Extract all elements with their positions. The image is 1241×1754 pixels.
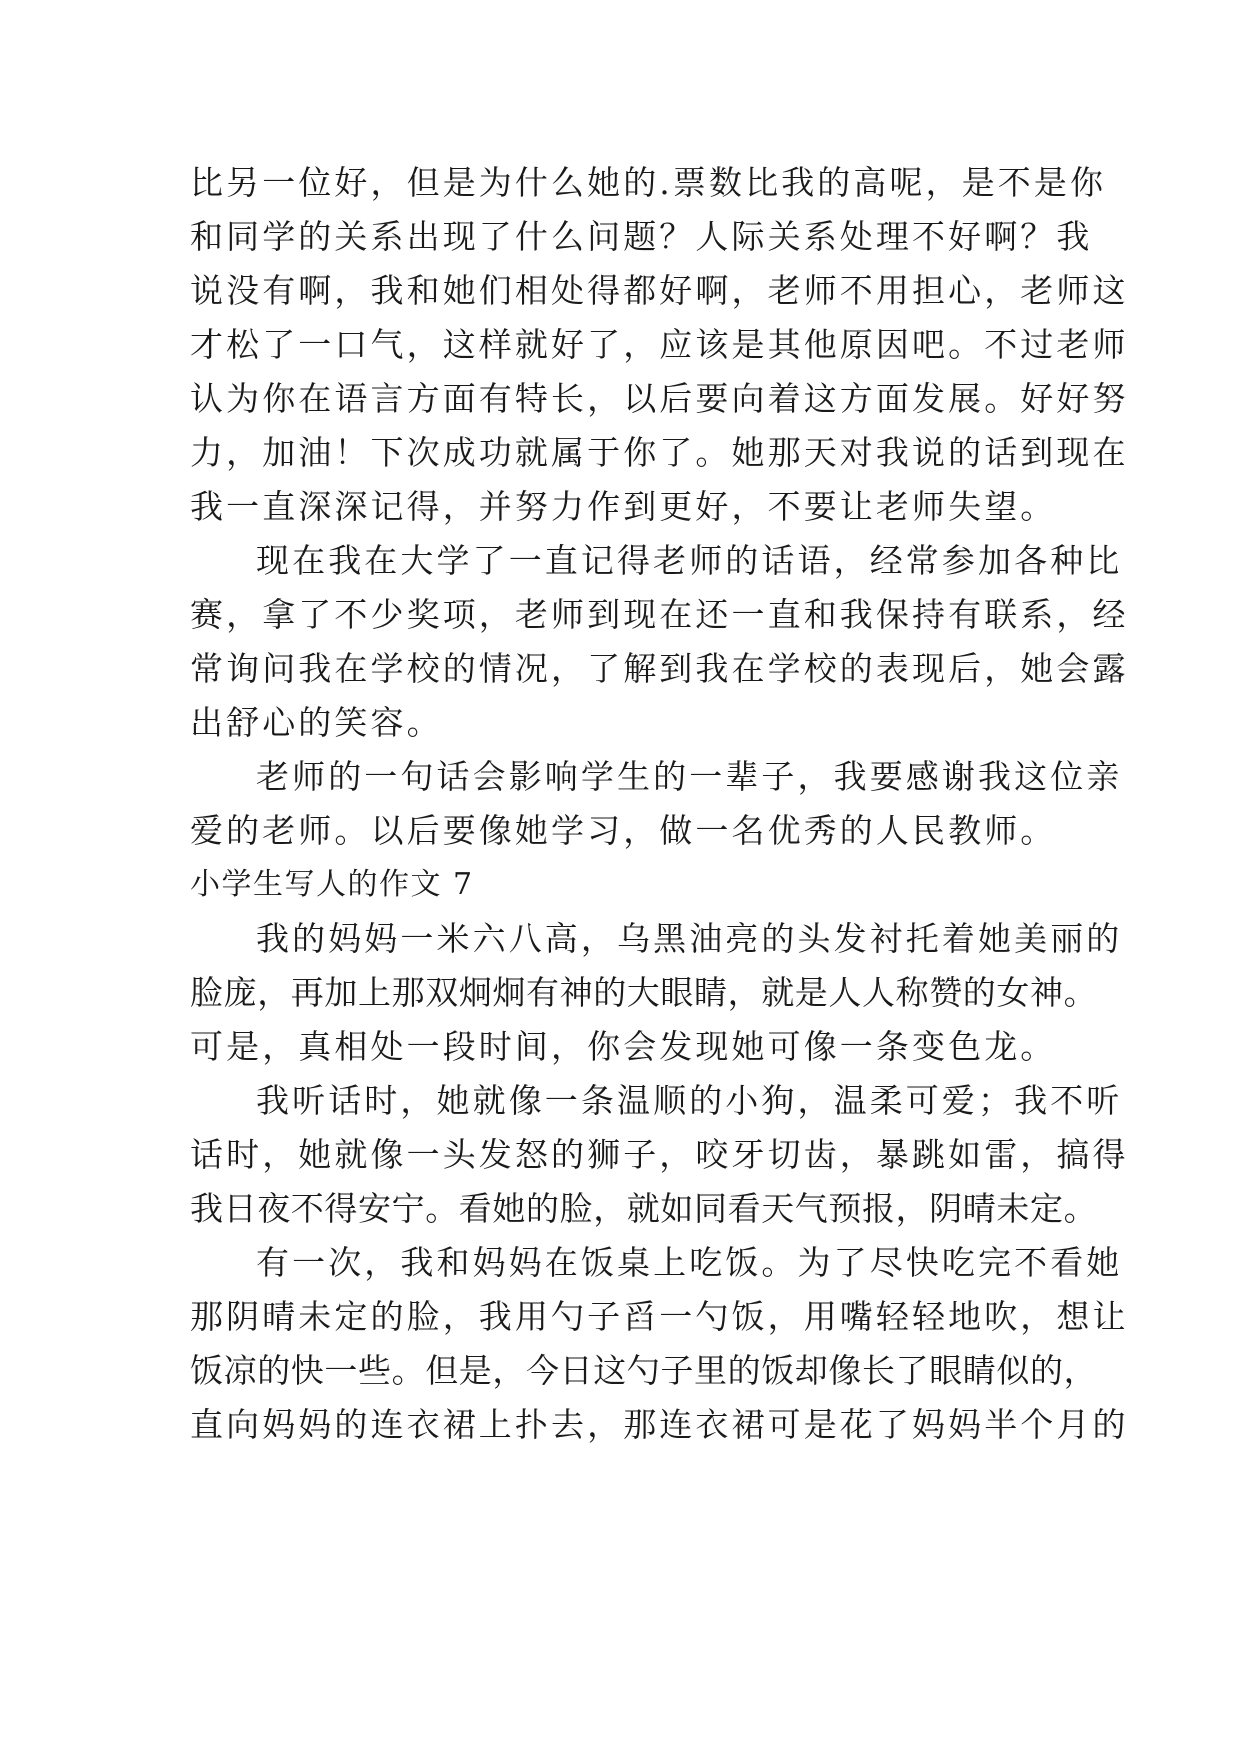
paragraph-4 — [190, 912, 1123, 1074]
text-line: 话时，她就像一头发怒的狮子，咬牙切齿，暴跳如雷，搞得 — [190, 1135, 1129, 1174]
section-heading — [190, 858, 1050, 912]
text-line: 常询问我在学校的情况，了解到我在学校的表现后，她会露 — [190, 649, 1129, 688]
text-line: 比另一位好，但是为什么她的.票数比我的高呢，是不是你 — [190, 163, 1107, 202]
text-line: 饭凉的快一些。但是，今日这勺子里的饭却像长了眼睛似的， — [190, 1351, 1098, 1390]
text-line: 可是，真相处一段时间，你会发现她可像一条变色龙。 — [190, 1027, 1057, 1066]
text-line: 认为你在语言方面有特长，以后要向着这方面发展。好好努 — [190, 379, 1129, 418]
text-line: 我一直深深记得，并努力作到更好，不要让老师失望。 — [190, 487, 1057, 526]
text-line: 现在我在大学了一直记得老师的话语，经常参加各种比 — [256, 541, 1123, 580]
text-line: 我日夜不得安宁。看她的脸，就如同看天气预报，阴晴未定。 — [190, 1189, 1098, 1228]
text-line: 才松了一口气，这样就好了，应该是其他原因吧。不过老师 — [190, 325, 1129, 364]
text-line: 说没有啊，我和她们相处得都好啊，老师不用担心，老师这 — [190, 271, 1129, 310]
text-line: 爱的老师。以后要像她学习，做一名优秀的人民教师。 — [190, 811, 1057, 850]
text-line: 赛，拿了不少奖项，老师到现在还一直和我保持有联系，经 — [190, 595, 1129, 634]
heading-text: 小学生写人的作文 7 — [190, 867, 474, 902]
text-line: 出舒心的笑容。 — [190, 703, 443, 742]
paragraph-5 — [190, 1074, 1129, 1236]
document-page — [190, 156, 1129, 1452]
paragraph-2 — [190, 534, 1129, 750]
text-line: 我的妈妈一米六八高，乌黑油亮的头发衬托着她美丽的 — [256, 919, 1123, 958]
text-line: 老师的一句话会影响学生的一辈子，我要感谢我这位亲 — [256, 757, 1123, 796]
text-line: 脸庞，再加上那双炯炯有神的大眼睛，就是人人称赞的女神。 — [190, 973, 1098, 1012]
paragraph-3 — [190, 750, 1123, 858]
text-line: 我听话时，她就像一条温顺的小狗，温柔可爱；我不听 — [256, 1081, 1123, 1120]
text-line: 那阴晴未定的脸，我用勺子舀一勺饭，用嘴轻轻地吹，想让 — [190, 1297, 1129, 1336]
text-line: 直向妈妈的连衣裙上扑去，那连衣裙可是花了妈妈半个月的 — [190, 1405, 1129, 1444]
text-line: 有一次，我和妈妈在饭桌上吃饭。为了尽快吃完不看她 — [256, 1243, 1123, 1282]
paragraph-1 — [190, 156, 1129, 534]
text-line: 和同学的关系出现了什么问题？人际关系处理不好啊？我 — [190, 217, 1093, 256]
paragraph-6 — [190, 1236, 1129, 1452]
text-line: 力，加油！下次成功就属于你了。她那天对我说的话到现在 — [190, 433, 1129, 472]
